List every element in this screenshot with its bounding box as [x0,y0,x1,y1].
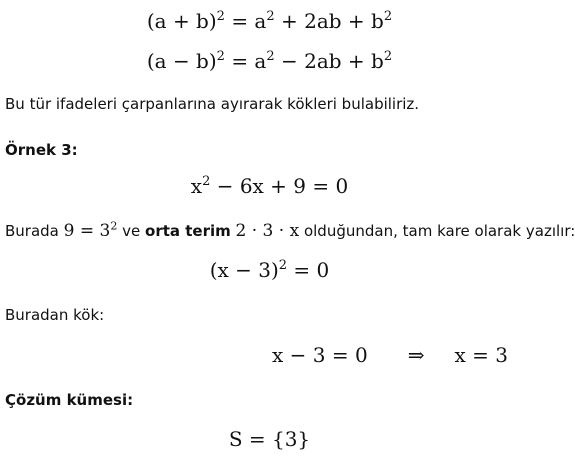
solution-set: S = {3} [228,427,311,451]
identity-minus: $(a - b)^2 = a^2 - 2ab + b^2$ [146,49,393,73]
root-label: Buradan kök: [5,306,105,324]
square-form-equation: $(x - 3)^2 = 0$ [209,258,330,282]
main-equation: $x^2 - 6x + 9 = 0$ [190,174,349,198]
implies-arrow: ⇒ [407,343,425,367]
inline-math-product: 2 · 3 · x [235,221,300,241]
inline-math-square: $9 = 3^2$ [63,219,118,241]
middle-term-label: orta terim [145,222,231,240]
intro-text: Bu tür ifadeleri çarpanlarına ayırarak kökleri bulabiliriz. [5,95,420,113]
implication-equation: x − 3 = 0 ⇒ x = 3 [272,343,508,367]
example-heading: Örnek 3: [5,141,78,159]
solution-heading: Çözüm kümesi: [5,391,134,409]
explanation-text: Burada $9 = 3^2$ ve orta terim 2 · 3 · x olduğundan, tam kare olarak yazılır: [5,219,575,241]
identity-plus: $(a + b)^2 = a^2 + 2ab + b^2$ [146,9,393,33]
